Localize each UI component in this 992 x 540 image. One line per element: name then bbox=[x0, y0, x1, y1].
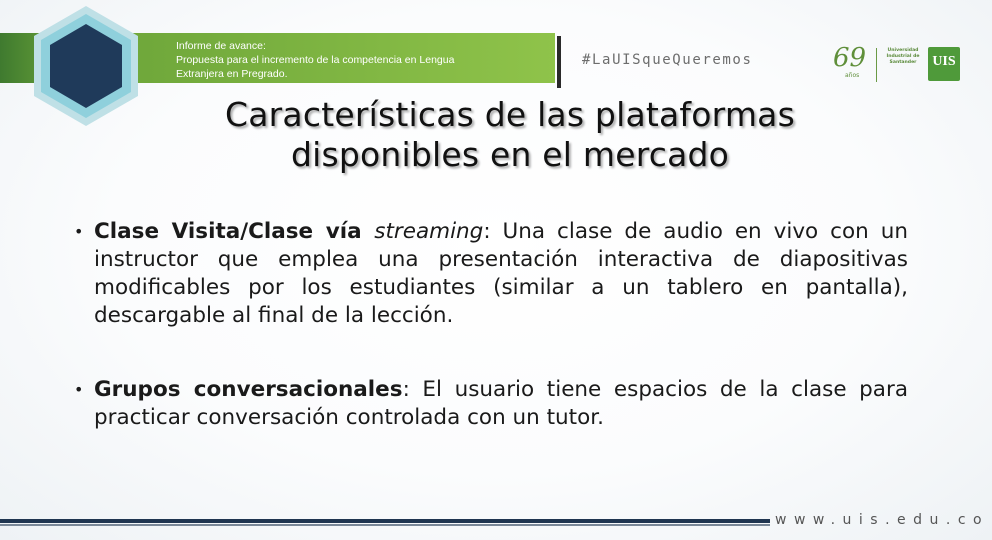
bullet-list bbox=[74, 218, 908, 478]
anniversary-number: 69 bbox=[833, 43, 867, 73]
anniversary-caption: años bbox=[845, 72, 860, 79]
university-name-line2: Industrial de bbox=[886, 54, 920, 59]
hashtag-text: #LaUISqueQueremos bbox=[582, 52, 753, 68]
slide-title-line2: disponibles en el mercado bbox=[290, 135, 730, 174]
hexagon-logo-icon bbox=[22, 2, 150, 130]
report-subtitle-line2: Propuesta para el incremento de la competencia en Lengua bbox=[176, 54, 455, 66]
report-subtitle-line3: Extranjera en Pregrado. bbox=[176, 68, 288, 80]
university-name-line3: Santander bbox=[889, 60, 917, 65]
logo-divider bbox=[876, 48, 877, 82]
bullet-text: : Una clase de audio en vivo con un instructor que emplea una presentación interactiva de diapositivas modificables por los estudiantes (similar a un tablero en pantalla), descargable al final de la lección. bbox=[94, 219, 909, 328]
slide-title bbox=[140, 95, 880, 175]
bullet-label-italic: streaming bbox=[374, 219, 484, 244]
bullet-marker: • bbox=[74, 222, 84, 241]
slide-title-line1: Características de las plataformas bbox=[225, 95, 795, 134]
bullet-item bbox=[74, 218, 908, 330]
footer-url: www.uis.edu.co bbox=[775, 512, 990, 528]
footer-line-secondary bbox=[0, 524, 770, 526]
header-divider bbox=[557, 36, 561, 88]
bullet-item bbox=[74, 376, 908, 432]
uis-badge-text: UIS bbox=[932, 54, 956, 69]
footer-line bbox=[0, 519, 770, 523]
university-name bbox=[882, 48, 924, 66]
uis-logo-icon bbox=[928, 47, 960, 81]
bullet-marker: • bbox=[74, 380, 84, 399]
bullet-label: Clase Visita/Clase vía bbox=[94, 219, 375, 244]
bullet-label: Grupos conversacionales bbox=[94, 377, 403, 402]
report-subtitle-line1: Informe de avance: bbox=[176, 40, 266, 52]
university-name-line1: Universidad bbox=[887, 48, 919, 53]
anniversary-logo bbox=[833, 44, 873, 82]
bullet-text: : El usuario tiene espacios de la clase para practicar conversación controlada con un tutor. bbox=[94, 377, 909, 430]
report-subtitle bbox=[176, 39, 546, 81]
